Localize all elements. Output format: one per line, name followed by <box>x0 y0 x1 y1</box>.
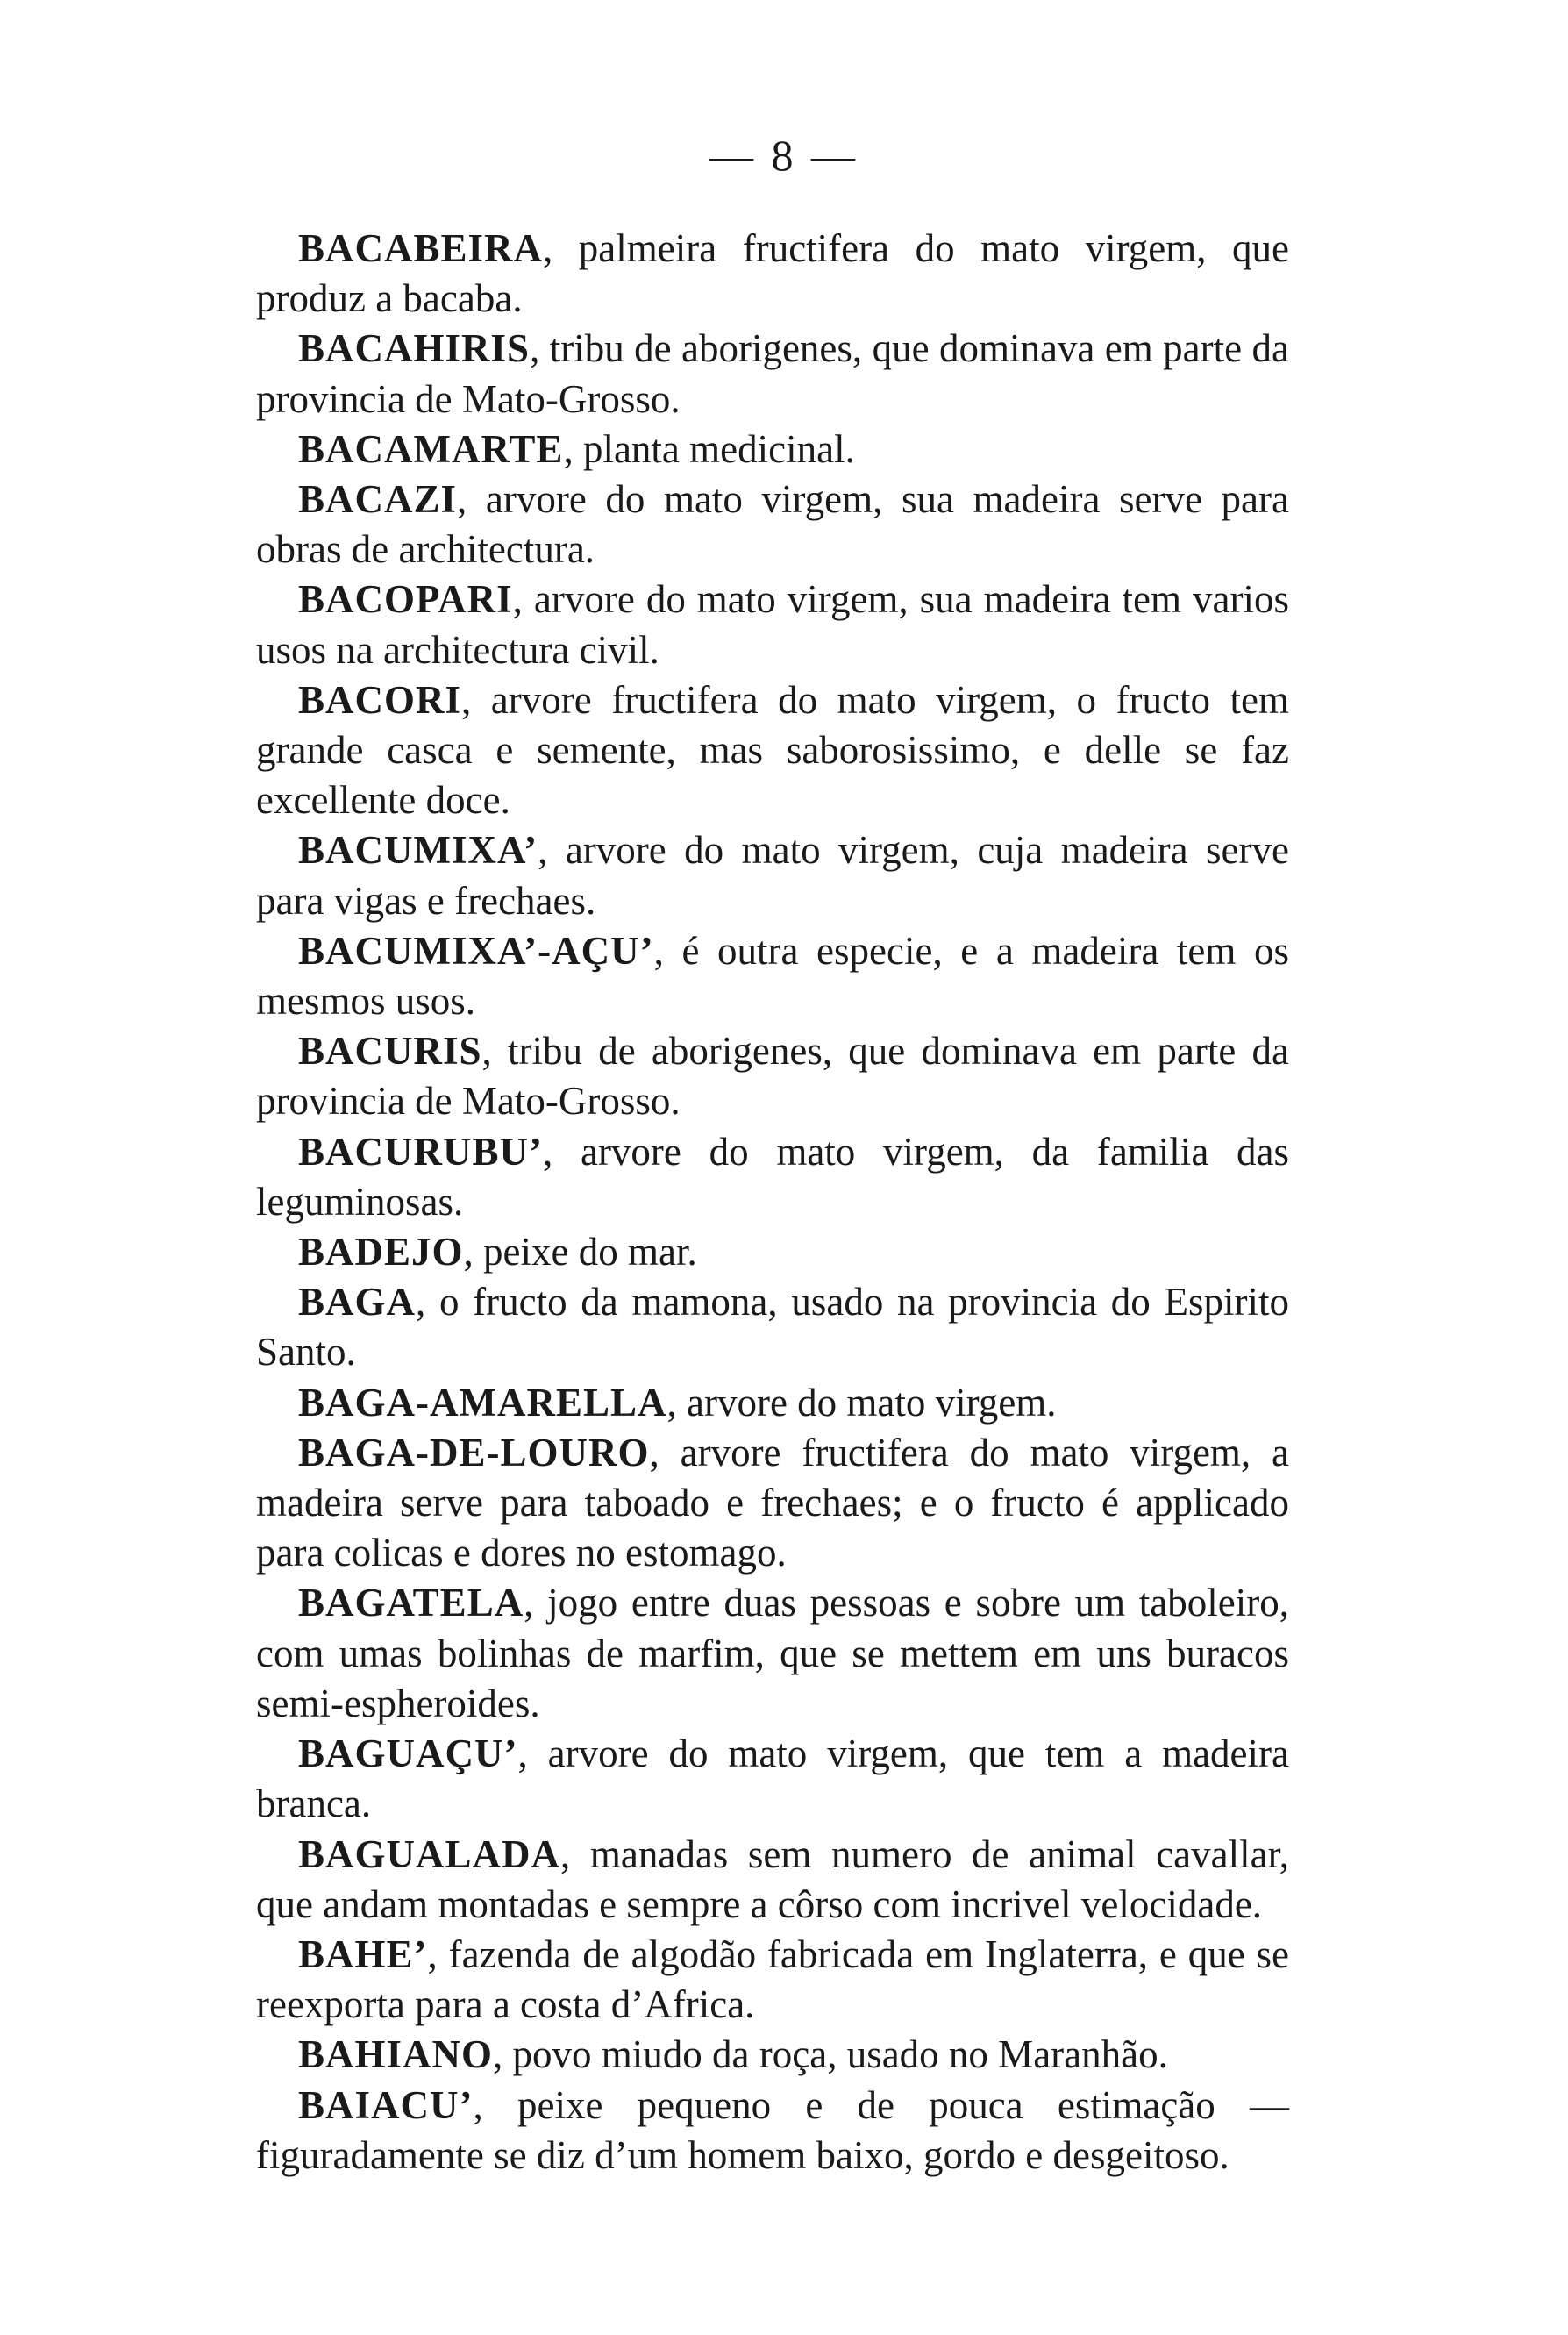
entry-definition: , planta medicinal. <box>563 426 855 471</box>
entry-term: BAGA-AMARELLA <box>298 1380 667 1425</box>
entry-term: BAGUAÇU’ <box>298 1732 518 1776</box>
dictionary-entry <box>256 1227 1289 1277</box>
entry-term: BACOPARI <box>298 577 513 622</box>
dictionary-entry <box>256 1428 1289 1579</box>
entry-definition: , arvore do mato virgem. <box>666 1380 1057 1425</box>
entry-definition: , peixe do mar. <box>463 1230 697 1275</box>
entry-term: BAIACU’ <box>298 2082 474 2127</box>
entry-definition: , arvore do mato virgem, sua madeira tem varios usos na architectura civil. <box>256 577 1289 672</box>
entry-term: BACUMIXA’ <box>298 828 538 873</box>
entry-term: BACORI <box>298 677 462 722</box>
dictionary-entry <box>256 675 1289 826</box>
dictionary-entry <box>256 224 1289 324</box>
dictionary-entries <box>256 224 1289 2181</box>
entry-term: BACAZI <box>298 477 458 522</box>
entry-definition: , arvore fructifera do mato virgem, o fructo tem grande casca e semente, mas saborosissimo, e delle se faz excellente doce. <box>256 677 1289 823</box>
entry-term: BACUMIXA’-AÇU’ <box>298 928 654 973</box>
dictionary-entry <box>256 324 1289 424</box>
dictionary-entry <box>256 1127 1289 1227</box>
entry-term: BACAHIRIS <box>298 326 531 371</box>
entry-term: BAHE’ <box>298 1932 428 1976</box>
entry-term: BAHIANO <box>298 2032 494 2077</box>
dictionary-entry <box>256 425 1289 475</box>
entry-term: BACAMARTE <box>298 426 564 471</box>
dictionary-entry <box>256 1277 1289 1377</box>
entry-definition: , arvore fructifera do mato virgem, a madeira serve para taboado e frechaes; e o fructo é applicado para colicas e dores no estomago. <box>256 1430 1289 1575</box>
dictionary-entry <box>256 1729 1289 1829</box>
entry-definition: , manadas sem numero de animal cavallar, que andam montadas e sempre a côrso com incrivel velocidade. <box>256 1832 1289 1926</box>
dictionary-entry <box>256 1026 1289 1126</box>
entry-term: BACURIS <box>298 1029 482 1074</box>
dictionary-entry <box>256 575 1289 675</box>
entry-definition: , tribu de aborigenes, que dominava em parte da provincia de Mato-Grosso. <box>256 1029 1289 1124</box>
dictionary-entry <box>256 475 1289 575</box>
entry-term: BADEJO <box>298 1230 464 1275</box>
page-number: — 8 — <box>709 131 859 180</box>
entry-definition: , é outra especie, e a madeira tem os mesmos usos. <box>256 928 1289 1024</box>
entry-definition: , arvore do mato virgem, da familia das leguminosas. <box>256 1129 1289 1224</box>
entry-term: BACURUBU’ <box>298 1129 543 1174</box>
dictionary-entry <box>256 2081 1289 2181</box>
entry-term: BAGUALADA <box>298 1832 561 1876</box>
entry-definition: , fazenda de algodão fabricada em Inglaterra, e que se reexporta para a costa d’Africa. <box>256 1932 1289 2027</box>
entry-term: BAGA-DE-LOURO <box>298 1430 650 1475</box>
entry-definition: , povo miudo da roça, usado no Maranhão. <box>493 2032 1168 2077</box>
dictionary-entry <box>256 926 1289 1026</box>
entry-term: BAGATELA <box>298 1581 524 1625</box>
entry-term: BACABEIRA <box>298 226 544 270</box>
entry-definition: , arvore do mato virgem, que tem a madeira branca. <box>256 1732 1289 1826</box>
entry-definition: , tribu de aborigenes, que dominava em parte da provincia de Mato-Grosso. <box>256 326 1289 421</box>
dictionary-entry <box>256 2030 1289 2080</box>
dictionary-entry <box>256 1378 1289 1428</box>
entry-definition: , o fructo da mamona, usado na provincia do Espirito Santo. <box>256 1280 1289 1375</box>
entry-definition: , palmeira fructifera do mato virgem, que produz a bacaba. <box>256 226 1289 321</box>
dictionary-entry <box>256 1830 1289 1930</box>
entry-term: BAGA <box>298 1280 417 1325</box>
dictionary-entry <box>256 1578 1289 1729</box>
dictionary-entry <box>256 825 1289 925</box>
entry-definition: , jogo entre duas pessoas e sobre um taboleiro, com umas bolinhas de marfim, que se mettem em uns buracos semi-espheroides. <box>256 1581 1289 1725</box>
entry-definition: , peixe pequeno e de pouca estimação — figuradamente se diz d’um homem baixo, gordo e desgeitoso. <box>256 2082 1289 2177</box>
entry-definition: , arvore do mato virgem, sua madeira serve para obras de architectura. <box>256 477 1289 572</box>
dictionary-entry <box>256 1930 1289 2030</box>
entry-definition: , arvore do mato virgem, cuja madeira serve para vigas e frechaes. <box>256 828 1289 923</box>
